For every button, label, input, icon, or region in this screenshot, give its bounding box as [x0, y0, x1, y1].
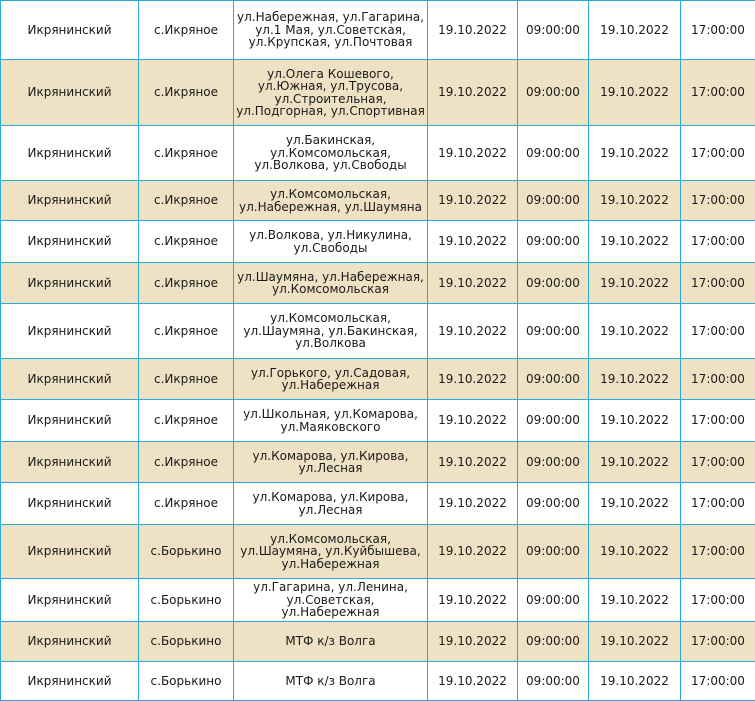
- end-date-cell: 19.10.2022: [589, 579, 681, 622]
- end-date-cell: 19.10.2022: [589, 263, 681, 304]
- district-cell: Икрянинский: [1, 400, 139, 442]
- street-line: ул.Лесная: [236, 504, 425, 517]
- start-date-cell: 19.10.2022: [428, 221, 518, 263]
- village-cell: с.Икряное: [139, 304, 234, 359]
- street-line: ул.Набережная, ул.Шаумяна: [236, 201, 425, 214]
- district-cell: Икрянинский: [1, 221, 139, 263]
- end-date-cell: 19.10.2022: [589, 1, 681, 60]
- street-line: ул.Советская, ул.Набережная: [236, 594, 425, 619]
- start-time-cell: 09:00:00: [518, 1, 589, 60]
- end-date-cell: 19.10.2022: [589, 442, 681, 483]
- table-row: [1, 442, 755, 483]
- start-time-cell: 09:00:00: [518, 304, 589, 359]
- district-cell: Икрянинский: [1, 359, 139, 400]
- start-time-cell: 09:00:00: [518, 126, 589, 181]
- end-time-cell: 17:00:00: [681, 525, 755, 579]
- streets-cell: [234, 221, 428, 263]
- street-line: ул.Шаумяна, ул.Куйбышева,: [236, 545, 425, 558]
- street-line: ул.Волкова: [236, 337, 425, 350]
- streets-cell: [234, 622, 428, 662]
- streets-cell: [234, 579, 428, 622]
- street-line: ул.Комсомольская,: [236, 188, 425, 201]
- streets-cell: [234, 525, 428, 579]
- village-cell: с.Икряное: [139, 442, 234, 483]
- street-line: ул.Волкова, ул.Свободы: [236, 159, 425, 172]
- streets-cell: [234, 126, 428, 181]
- start-time-cell: 09:00:00: [518, 263, 589, 304]
- start-date-cell: 19.10.2022: [428, 60, 518, 126]
- village-cell: с.Икряное: [139, 359, 234, 400]
- district-cell: Икрянинский: [1, 60, 139, 126]
- streets-cell: [234, 1, 428, 60]
- end-date-cell: 19.10.2022: [589, 662, 681, 701]
- table-row: [1, 126, 755, 181]
- table-row: [1, 181, 755, 221]
- end-date-cell: 19.10.2022: [589, 181, 681, 221]
- street-line: ул.Комсомольская,: [236, 312, 425, 325]
- table-row: [1, 359, 755, 400]
- district-cell: Икрянинский: [1, 126, 139, 181]
- district-cell: Икрянинский: [1, 442, 139, 483]
- village-cell: с.Борькино: [139, 525, 234, 579]
- table-body: [1, 1, 755, 701]
- start-date-cell: 19.10.2022: [428, 442, 518, 483]
- end-time-cell: 17:00:00: [681, 359, 755, 400]
- table-row: [1, 60, 755, 126]
- street-line: ул.Олега Кошевого,: [236, 68, 425, 81]
- start-time-cell: 09:00:00: [518, 525, 589, 579]
- street-line: ул.Школьная, ул.Комарова,: [236, 408, 425, 421]
- end-date-cell: 19.10.2022: [589, 359, 681, 400]
- end-date-cell: 19.10.2022: [589, 304, 681, 359]
- end-time-cell: 17:00:00: [681, 304, 755, 359]
- end-time-cell: 17:00:00: [681, 483, 755, 525]
- street-line: ул.Шаумяна, ул.Набережная,: [236, 271, 425, 284]
- street-line: ул.Комсомольская,: [236, 533, 425, 546]
- end-date-cell: 19.10.2022: [589, 525, 681, 579]
- end-time-cell: 17:00:00: [681, 579, 755, 622]
- street-line: ул.Комарова, ул.Кирова,: [236, 491, 425, 504]
- start-date-cell: 19.10.2022: [428, 1, 518, 60]
- village-cell: с.Икряное: [139, 126, 234, 181]
- village-cell: с.Икряное: [139, 400, 234, 442]
- streets-cell: [234, 60, 428, 126]
- start-time-cell: 09:00:00: [518, 221, 589, 263]
- end-time-cell: 17:00:00: [681, 126, 755, 181]
- start-time-cell: 09:00:00: [518, 400, 589, 442]
- street-line: ул.Волкова, ул.Никулина,: [236, 229, 425, 242]
- street-line: ул.Крупская, ул.Почтовая: [236, 36, 425, 49]
- street-line: ул.Горького, ул.Садовая,: [236, 367, 425, 380]
- village-cell: с.Борькино: [139, 579, 234, 622]
- district-cell: Икрянинский: [1, 579, 139, 622]
- table-row: [1, 304, 755, 359]
- street-line: ул.Свободы: [236, 242, 425, 255]
- end-time-cell: 17:00:00: [681, 622, 755, 662]
- village-cell: с.Икряное: [139, 181, 234, 221]
- village-cell: с.Борькино: [139, 622, 234, 662]
- village-cell: с.Икряное: [139, 263, 234, 304]
- village-cell: с.Икряное: [139, 60, 234, 126]
- start-date-cell: 19.10.2022: [428, 525, 518, 579]
- start-time-cell: 09:00:00: [518, 181, 589, 221]
- district-cell: Икрянинский: [1, 662, 139, 701]
- start-time-cell: 09:00:00: [518, 442, 589, 483]
- street-line: ул.Маяковского: [236, 421, 425, 434]
- end-time-cell: 17:00:00: [681, 60, 755, 126]
- table-row: [1, 622, 755, 662]
- table-row: [1, 579, 755, 622]
- start-date-cell: 19.10.2022: [428, 181, 518, 221]
- street-line: МТФ к/з Волга: [236, 635, 425, 648]
- streets-cell: [234, 400, 428, 442]
- end-date-cell: 19.10.2022: [589, 60, 681, 126]
- table-row: [1, 483, 755, 525]
- street-line: ул.Строительная,: [236, 93, 425, 106]
- district-cell: Икрянинский: [1, 181, 139, 221]
- start-date-cell: 19.10.2022: [428, 662, 518, 701]
- end-time-cell: 17:00:00: [681, 400, 755, 442]
- district-cell: Икрянинский: [1, 263, 139, 304]
- table-row: [1, 1, 755, 60]
- street-line: ул.Бакинская,: [236, 134, 425, 147]
- end-time-cell: 17:00:00: [681, 1, 755, 60]
- table-row: [1, 263, 755, 304]
- start-time-cell: 09:00:00: [518, 60, 589, 126]
- table-row: [1, 525, 755, 579]
- district-cell: Икрянинский: [1, 622, 139, 662]
- table-row: [1, 221, 755, 263]
- start-time-cell: 09:00:00: [518, 622, 589, 662]
- village-cell: с.Борькино: [139, 662, 234, 701]
- end-time-cell: 17:00:00: [681, 442, 755, 483]
- start-date-cell: 19.10.2022: [428, 359, 518, 400]
- street-line: МТФ к/з Волга: [236, 675, 425, 688]
- street-line: ул.Комарова, ул.Кирова,: [236, 450, 425, 463]
- street-line: ул.Набережная: [236, 379, 425, 392]
- start-time-cell: 09:00:00: [518, 579, 589, 622]
- start-time-cell: 09:00:00: [518, 359, 589, 400]
- street-line: ул.Комсомольская: [236, 283, 425, 296]
- start-date-cell: 19.10.2022: [428, 400, 518, 442]
- streets-cell: [234, 483, 428, 525]
- district-cell: Икрянинский: [1, 483, 139, 525]
- street-line: ул.Набережная, ул.Гагарина,: [236, 11, 425, 24]
- end-date-cell: 19.10.2022: [589, 483, 681, 525]
- start-date-cell: 19.10.2022: [428, 579, 518, 622]
- end-time-cell: 17:00:00: [681, 221, 755, 263]
- end-time-cell: 17:00:00: [681, 662, 755, 701]
- streets-cell: [234, 304, 428, 359]
- end-date-cell: 19.10.2022: [589, 126, 681, 181]
- start-date-cell: 19.10.2022: [428, 622, 518, 662]
- village-cell: с.Икряное: [139, 483, 234, 525]
- streets-cell: [234, 263, 428, 304]
- street-line: ул.Лесная: [236, 462, 425, 475]
- table-row: [1, 400, 755, 442]
- end-date-cell: 19.10.2022: [589, 400, 681, 442]
- start-time-cell: 09:00:00: [518, 483, 589, 525]
- district-cell: Икрянинский: [1, 525, 139, 579]
- village-cell: с.Икряное: [139, 1, 234, 60]
- street-line: ул.Подгорная, ул.Спортивная: [236, 105, 425, 118]
- street-line: ул.1 Мая, ул.Советская,: [236, 24, 425, 37]
- village-cell: с.Икряное: [139, 221, 234, 263]
- district-cell: Икрянинский: [1, 1, 139, 60]
- street-line: ул.Набережная: [236, 558, 425, 571]
- end-date-cell: 19.10.2022: [589, 622, 681, 662]
- streets-cell: [234, 181, 428, 221]
- streets-cell: [234, 442, 428, 483]
- start-date-cell: 19.10.2022: [428, 126, 518, 181]
- end-time-cell: 17:00:00: [681, 263, 755, 304]
- streets-cell: [234, 359, 428, 400]
- start-date-cell: 19.10.2022: [428, 483, 518, 525]
- street-line: ул.Шаумяна, ул.Бакинская,: [236, 325, 425, 338]
- start-time-cell: 09:00:00: [518, 662, 589, 701]
- street-line: ул.Гагарина, ул.Ленина,: [236, 581, 425, 594]
- start-date-cell: 19.10.2022: [428, 263, 518, 304]
- street-line: ул.Южная, ул.Трусова,: [236, 80, 425, 93]
- start-date-cell: 19.10.2022: [428, 304, 518, 359]
- end-date-cell: 19.10.2022: [589, 221, 681, 263]
- end-time-cell: 17:00:00: [681, 181, 755, 221]
- district-cell: Икрянинский: [1, 304, 139, 359]
- street-line: ул.Комсомольская,: [236, 147, 425, 160]
